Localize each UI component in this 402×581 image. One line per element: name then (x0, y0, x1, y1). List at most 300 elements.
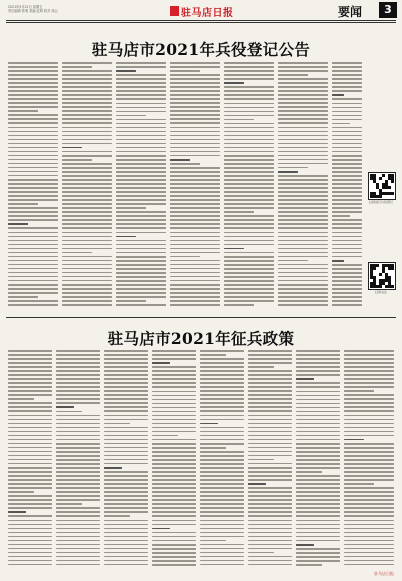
text-line (332, 98, 362, 100)
text-line (200, 358, 244, 360)
text-line (248, 536, 292, 538)
text-line (200, 382, 244, 384)
text-line (116, 183, 166, 185)
text-line (296, 455, 340, 457)
text-line (278, 82, 328, 84)
text-line (224, 94, 274, 96)
text-line (116, 111, 166, 113)
text-line (248, 556, 292, 558)
text-line (8, 532, 52, 534)
text-line (248, 564, 292, 566)
text-line (152, 443, 196, 445)
text-line (248, 548, 292, 550)
text-line (152, 350, 196, 352)
text-line (296, 475, 340, 477)
text-line (62, 106, 112, 108)
text-line (104, 427, 148, 429)
text-line (8, 183, 58, 185)
text-line (332, 264, 362, 266)
text-line (56, 483, 100, 485)
text-line (8, 227, 58, 229)
text-line (278, 127, 328, 129)
text-line (116, 86, 166, 88)
text-line (248, 507, 292, 509)
text-line (8, 528, 52, 530)
text-line (332, 175, 362, 177)
text-line (224, 103, 274, 105)
text-line (332, 111, 362, 113)
text-line (344, 427, 394, 429)
text-line (62, 284, 112, 286)
text-line (278, 94, 328, 96)
text-line (170, 159, 190, 161)
text-line (8, 135, 58, 137)
text-line (8, 511, 26, 513)
text-line (170, 211, 220, 213)
text-line (116, 115, 146, 117)
text-line (278, 292, 328, 294)
text-line (344, 560, 394, 562)
text-line (170, 292, 220, 294)
text-line (8, 159, 58, 161)
text-line (248, 386, 292, 388)
text-line (152, 475, 196, 477)
text-line (56, 447, 100, 449)
text-line (8, 467, 52, 469)
text-line (200, 491, 244, 493)
text-line (224, 296, 274, 298)
text-line (200, 410, 244, 412)
text-line (8, 406, 52, 408)
text-line (248, 463, 292, 465)
text-line (200, 435, 244, 437)
text-line (116, 300, 146, 302)
text-line (170, 264, 220, 266)
text-line (344, 390, 374, 392)
text-line (332, 127, 362, 129)
text-line (116, 66, 166, 68)
text-line (278, 244, 328, 246)
text-line (344, 447, 394, 449)
text-line (332, 183, 362, 185)
text-line (224, 288, 274, 290)
text-line (224, 155, 274, 157)
text-line (152, 560, 196, 562)
text-line (344, 487, 394, 489)
text-line (8, 187, 58, 189)
text-line (278, 256, 328, 258)
text-line (224, 115, 274, 117)
text-line (62, 296, 112, 298)
text-line (170, 175, 220, 177)
text-line (170, 219, 220, 221)
text-line (278, 232, 328, 234)
text-line (248, 540, 292, 542)
text-line (8, 78, 58, 80)
text-line (200, 406, 244, 408)
text-line (116, 147, 166, 149)
text-line (344, 419, 394, 421)
text-line (104, 419, 148, 421)
text-line (200, 479, 244, 481)
text-line (8, 378, 52, 380)
text-line (8, 520, 52, 522)
text-line (344, 366, 394, 368)
text-line (152, 431, 196, 433)
text-line (62, 179, 112, 181)
text-line (104, 560, 148, 562)
text-line (296, 358, 340, 360)
text-line (62, 135, 112, 137)
text-line (278, 163, 328, 165)
text-line (116, 296, 166, 298)
text-line (152, 495, 196, 497)
text-line (224, 215, 274, 217)
text-line (296, 419, 340, 421)
text-line (8, 499, 52, 501)
text-line (62, 304, 112, 306)
text-line (296, 511, 340, 513)
text-line (200, 507, 244, 509)
text-line (170, 135, 220, 137)
text-line (296, 403, 340, 405)
text-line (278, 284, 328, 286)
text-line (8, 240, 58, 242)
text-line (200, 423, 218, 425)
text-line (170, 127, 220, 129)
text-line (104, 487, 148, 489)
text-line (56, 471, 100, 473)
text-line (278, 114, 328, 116)
text-line (278, 98, 328, 100)
text-line (170, 131, 220, 133)
text-line (56, 451, 100, 453)
text-line (152, 391, 196, 393)
text-line (104, 471, 148, 473)
text-line (62, 244, 112, 246)
text-line (170, 122, 220, 124)
text-line (248, 431, 292, 433)
text-line (8, 296, 38, 298)
text-line (152, 483, 196, 485)
text-line (104, 455, 148, 457)
text-line (56, 463, 100, 465)
text-line (278, 280, 328, 282)
text-line (332, 211, 362, 213)
text-line (8, 479, 52, 481)
text-line (170, 199, 220, 201)
text-line (344, 358, 394, 360)
text-line (62, 187, 112, 189)
text-line (278, 260, 308, 262)
text-line (248, 390, 292, 392)
text-line (170, 114, 220, 116)
text-line (344, 386, 394, 388)
text-line (332, 304, 362, 306)
text-line (248, 423, 292, 425)
text-line (56, 427, 100, 429)
text-line (56, 459, 100, 461)
text-line (62, 240, 112, 242)
text-line (344, 471, 394, 473)
text-line (332, 123, 350, 125)
text-line (56, 390, 100, 392)
text-line (344, 459, 394, 461)
text-line (224, 252, 274, 254)
text-line (248, 515, 292, 517)
text-line (170, 74, 220, 76)
text-line (344, 415, 394, 417)
text-line (56, 532, 100, 534)
text-line (200, 552, 244, 554)
text-line (200, 390, 244, 392)
text-line (278, 240, 328, 242)
text-line (344, 475, 394, 477)
text-line (278, 296, 328, 298)
text-line (344, 495, 394, 497)
text-line (104, 398, 148, 400)
text-line (56, 475, 100, 477)
text-line (332, 260, 344, 262)
text-line (104, 406, 148, 408)
text-line (8, 131, 58, 133)
text-line (8, 358, 52, 360)
text-line (296, 435, 340, 437)
text-line (152, 556, 196, 558)
text-line (332, 232, 362, 234)
text-line (152, 511, 196, 513)
text-line (62, 219, 112, 221)
text-line (8, 451, 52, 453)
text-line (104, 350, 148, 352)
text-line (116, 268, 166, 270)
text-line (200, 511, 244, 513)
text-line (332, 236, 362, 238)
text-line (8, 98, 58, 100)
text-line (152, 532, 196, 534)
text-line (62, 211, 112, 213)
text-line (8, 70, 58, 72)
text-line (152, 479, 196, 481)
text-line (200, 362, 244, 364)
text-line (344, 451, 394, 453)
text-line (116, 187, 166, 189)
text-line (224, 119, 254, 121)
text-line (344, 528, 394, 530)
text-line (116, 163, 166, 165)
text-line (8, 483, 52, 485)
text-line (296, 395, 340, 397)
text-line (170, 118, 220, 120)
text-line (170, 151, 220, 153)
text-line (152, 515, 196, 517)
text-line (116, 219, 166, 221)
text-line (104, 451, 148, 453)
text-line (170, 296, 220, 298)
text-line (8, 127, 58, 129)
text-line (152, 435, 178, 437)
text-line (62, 159, 92, 161)
text-line (332, 143, 362, 145)
text-column (296, 350, 340, 570)
text-line (8, 524, 52, 526)
text-line (170, 300, 220, 302)
text-line (170, 82, 220, 84)
text-line (116, 276, 166, 278)
text-line (224, 256, 274, 258)
text-line (296, 374, 340, 376)
text-line (278, 118, 328, 120)
text-line (8, 236, 58, 238)
text-line (62, 151, 112, 153)
text-line (8, 292, 58, 294)
text-line (152, 354, 196, 356)
text-line (332, 191, 362, 193)
text-line (56, 520, 100, 522)
text-line (104, 499, 148, 501)
text-line (8, 544, 52, 546)
text-line (278, 139, 328, 141)
text-line (248, 495, 292, 497)
qr-label: 扫码关注 (374, 290, 387, 294)
text-line (200, 536, 244, 538)
text-line (296, 487, 340, 489)
text-line (344, 540, 394, 542)
text-line (116, 119, 166, 121)
text-line (248, 471, 292, 473)
text-line (152, 463, 196, 465)
text-line (104, 552, 148, 554)
text-line (56, 540, 100, 542)
text-line (248, 443, 292, 445)
text-line (278, 74, 308, 76)
text-line (296, 411, 340, 413)
text-line (170, 155, 220, 157)
text-line (200, 499, 244, 501)
text-line (332, 256, 362, 258)
text-line (104, 386, 148, 388)
text-line (56, 386, 100, 388)
text-line (170, 187, 220, 189)
text-line (170, 284, 220, 286)
text-line (296, 423, 340, 425)
text-line (170, 191, 220, 193)
text-line (248, 520, 292, 522)
text-line (344, 370, 394, 372)
text-line (62, 167, 112, 169)
text-line (8, 118, 58, 120)
text-line (248, 415, 292, 417)
text-line (332, 223, 362, 225)
text-line (8, 90, 58, 92)
text-line (152, 382, 196, 384)
text-line (8, 560, 52, 562)
text-line (8, 410, 52, 412)
text-line (116, 70, 136, 72)
text-line (8, 362, 52, 364)
text-line (116, 107, 166, 109)
text-line (152, 378, 196, 380)
text-line (152, 467, 196, 469)
text-line (200, 350, 244, 352)
text-line (116, 171, 166, 173)
text-line (8, 252, 58, 254)
text-line (296, 544, 314, 546)
text-line (332, 268, 362, 270)
text-line (104, 390, 148, 392)
text-line (248, 398, 292, 400)
text-line (56, 503, 82, 505)
text-line (104, 374, 148, 376)
text-line (62, 175, 112, 177)
text-line (344, 398, 394, 400)
text-line (116, 232, 166, 234)
text-line (278, 143, 328, 145)
text-line (104, 435, 148, 437)
text-line (332, 155, 362, 157)
text-line (62, 114, 112, 116)
text-line (62, 90, 112, 92)
text-line (224, 163, 274, 165)
text-line (200, 419, 244, 421)
text-line (62, 256, 112, 258)
text-line (62, 139, 112, 141)
page-header (0, 0, 402, 30)
text-line (152, 362, 170, 364)
text-line (170, 78, 220, 80)
text-line (56, 544, 100, 546)
text-line (296, 560, 340, 562)
text-line (8, 552, 52, 554)
text-line (278, 131, 328, 133)
text-line (224, 66, 274, 68)
text-line (224, 244, 274, 246)
text-line (278, 122, 328, 124)
text-line (332, 288, 362, 290)
text-line (62, 288, 112, 290)
text-line (344, 544, 394, 546)
text-column (8, 350, 52, 570)
text-line (104, 564, 148, 566)
text-line (278, 187, 328, 189)
text-line (224, 147, 274, 149)
text-line (224, 232, 274, 234)
text-line (8, 350, 52, 352)
text-line (116, 215, 166, 217)
text-line (56, 515, 100, 517)
text-line (344, 443, 394, 445)
text-line (56, 378, 100, 380)
text-line (296, 524, 340, 526)
text-line (8, 199, 58, 201)
text-line (200, 439, 244, 441)
text-line (170, 304, 220, 306)
text-line (224, 272, 274, 274)
text-line (116, 62, 166, 64)
text-line (116, 82, 166, 84)
text-line (116, 78, 166, 80)
text-line (248, 475, 292, 477)
text-line (344, 503, 394, 505)
text-line (200, 427, 244, 429)
text-line (296, 378, 314, 380)
text-line (344, 536, 394, 538)
text-line (278, 199, 328, 201)
text-line (152, 419, 196, 421)
text-line (332, 207, 362, 209)
text-line (56, 556, 100, 558)
text-line (62, 94, 112, 96)
